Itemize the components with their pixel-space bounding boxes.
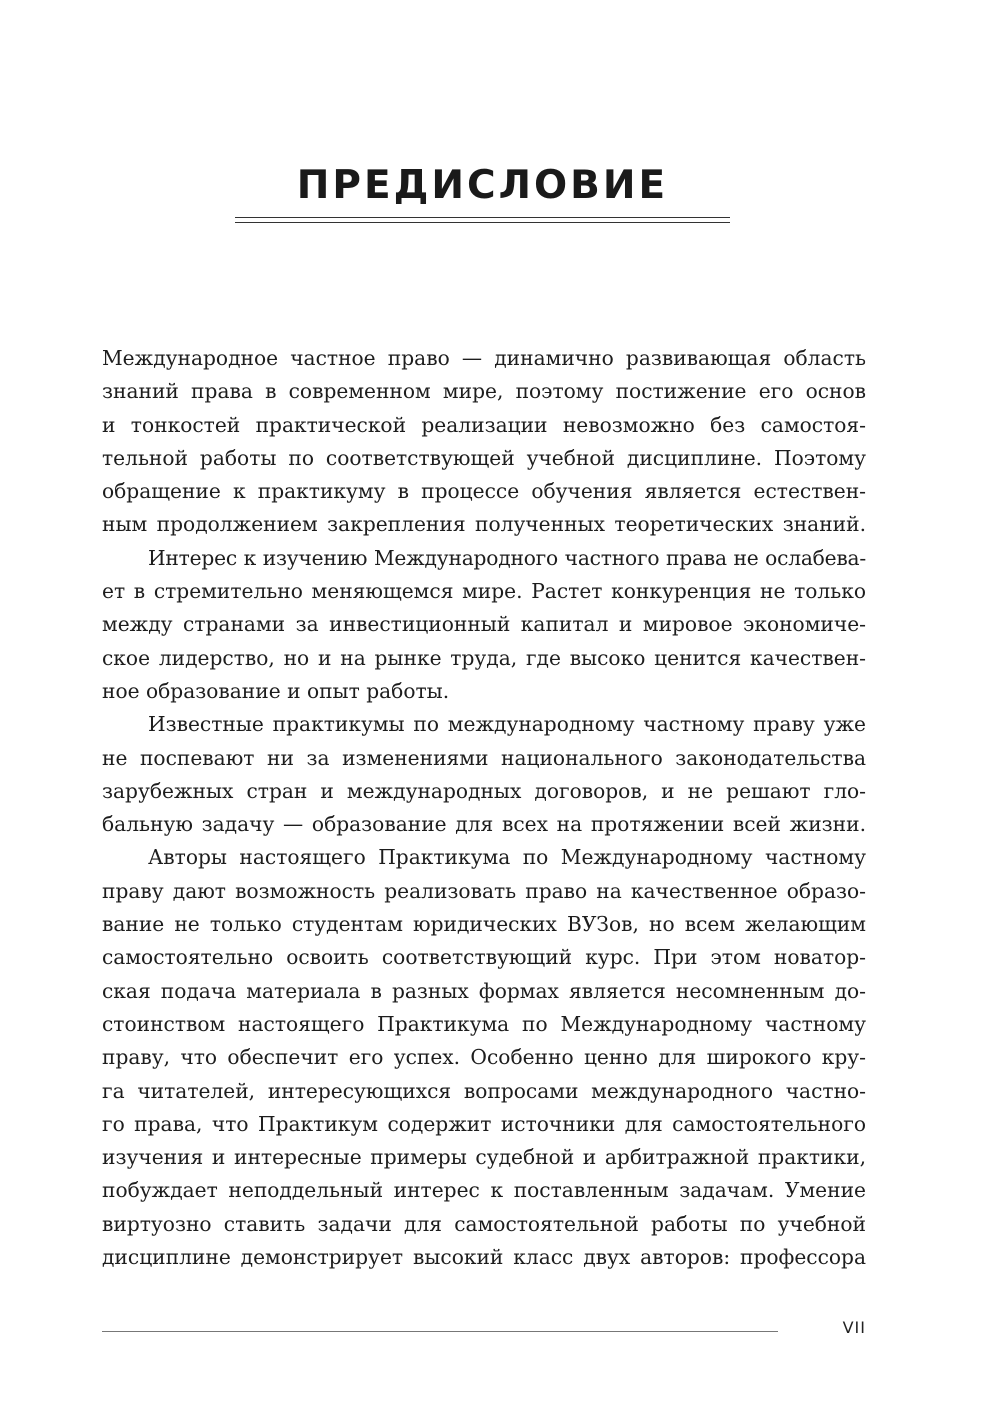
text-line: знаний права в современном мире, поэтому постижение его основ — [102, 379, 866, 404]
page-title: ПРЕДИСЛОВИЕ — [296, 163, 669, 208]
text-line: самостоятельно освоить соответствующий курс. При этом новатор- — [102, 945, 866, 970]
text-line: между странами за инвестиционный капитал и мировое экономиче- — [102, 612, 866, 637]
paragraph — [102, 342, 866, 542]
text-line: побуждает неподдельный интерес к поставленным задачам. Умение — [102, 1178, 866, 1203]
text-line: праву дают возможность реализовать право на качественное образо- — [102, 878, 866, 903]
text-line: и тонкостей практической реализации невозможно без самостоя- — [102, 412, 866, 437]
text-line: Известные практикумы по международному частному праву уже — [148, 712, 866, 737]
text-line: стоинством настоящего Практикума по Международному частному — [102, 1011, 866, 1036]
text-line: Международное частное право — динамично развивающая область — [102, 346, 866, 370]
text-line: виртуозно ставить задачи для самостоятельной работы по учебной — [102, 1211, 866, 1236]
text-line: тельной работы по соответствующей учебной дисциплине. Поэтому — [102, 445, 866, 470]
text-line: Интерес к изучению Международного частного права не ослабева- — [148, 545, 866, 570]
text-line: не поспевают ни за изменениями национального законодательства — [102, 745, 866, 770]
paragraph — [102, 841, 866, 1274]
text-line: обращение к практикуму в процессе обучения является естествен- — [102, 479, 866, 504]
text-line: изучения и интересные примеры судебной и арбитражной практики, — [102, 1145, 866, 1170]
text-line: ным продолжением закрепления полученных теоретических знаний. — [102, 512, 866, 537]
text-line: дисциплине демонстрирует высокий класс двух авторов: профессора — [102, 1245, 866, 1270]
paragraph — [102, 542, 866, 708]
text-line: вание не только студентам юридических ВУЗов, но всем желающим — [102, 912, 866, 937]
text-line: бальную задачу — образование для всех на протяжении всей жизни. — [102, 812, 866, 837]
text-line: га читателей, интересующихся вопросами международного частно- — [102, 1078, 866, 1103]
text-line: Авторы настоящего Практикума по Международному частному — [148, 845, 866, 870]
title-double-rule — [235, 217, 730, 223]
text-line: ет в стремительно меняющемся мире. Растет конкуренция не только — [102, 579, 866, 604]
footer-rule — [102, 1331, 778, 1332]
text-line: го права, что Практикум содержит источники для самостоятельного — [102, 1111, 866, 1136]
text-line: праву, что обеспечит его успех. Особенно ценно для широкого кру- — [102, 1045, 866, 1070]
text-line: ное образование и опыт работы. — [102, 678, 450, 703]
text-line: зарубежных стран и международных договоров, и не решают гло- — [102, 778, 866, 803]
page-number: VII — [842, 1318, 866, 1337]
paragraph — [102, 708, 866, 841]
text-line: ское лидерство, но и на рынке труда, где высоко ценится качествен- — [102, 645, 866, 670]
body-text — [102, 342, 866, 1274]
text-line: ская подача материала в разных формах является несомненным до- — [102, 978, 866, 1003]
